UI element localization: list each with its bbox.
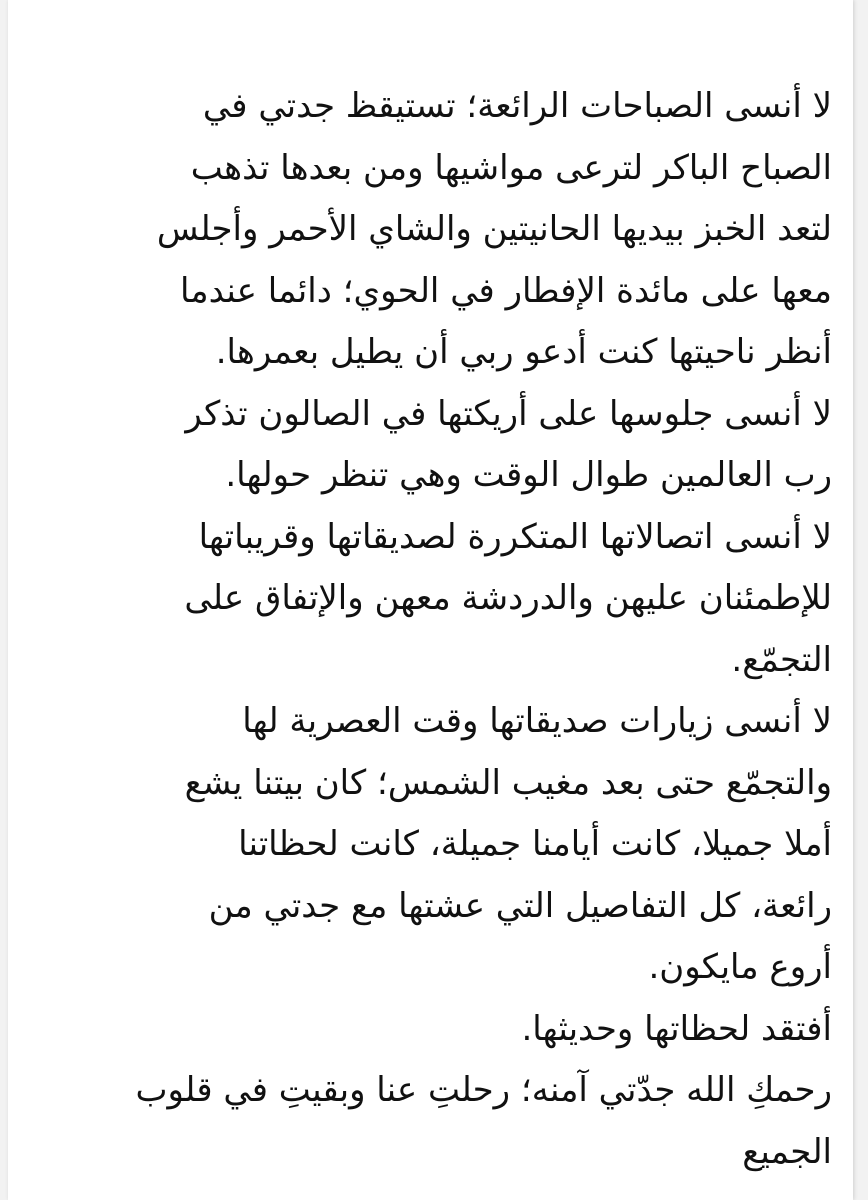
text-line: معها على مائدة الإفطار في الحوي؛ دائما عندما xyxy=(180,270,832,311)
text-line: للإطمئنان عليهن والدردشة معهن والإتفاق على xyxy=(184,578,832,618)
text-line: لا أنسى اتصالاتها المتكررة لصديقاتها وقريباتها xyxy=(198,516,832,557)
text-line: رائعة، كل التفاصيل التي عشتها مع جدتي من xyxy=(208,885,832,926)
note-text xyxy=(28,76,832,1183)
text-line: لا أنسى الصباحات الرائعة؛ تستيقظ جدتي في xyxy=(202,86,832,126)
text-line: لتعد الخبز بيديها الحانيتين والشاي الأحمر وأجلس xyxy=(156,209,832,249)
text-line: أفتقد لحظاتها وحديثها. xyxy=(521,1008,832,1049)
document-page xyxy=(8,0,853,1200)
text-line: الصباح الباكر لترعى مواشيها ومن بعدها تذهب xyxy=(190,147,832,188)
text-line: الجميع xyxy=(742,1131,832,1172)
text-line: لا أنسى جلوسها على أريكتها في الصالون تذكر xyxy=(185,393,832,434)
text-line: لا أنسى زيارات صديقاتها وقت العصرية لها xyxy=(242,701,832,741)
text-line: أنظر ناحيتها كنت أدعو ربي أن يطيل بعمرها. xyxy=(215,332,832,372)
text-line: والتجمّع حتى بعد مغيب الشمس؛ كان بيتنا يشع xyxy=(184,762,832,803)
text-line: التجمّع. xyxy=(731,639,832,680)
text-line: أملا جميلا، كانت أيامنا جميلة، كانت لحظاتنا xyxy=(238,824,832,864)
text-line: رحمكِ الله جدّتي آمنه؛ رحلتِ عنا وبقيتِ في قلوب xyxy=(135,1070,832,1110)
text-line: رب العالمين طوال الوقت وهي تنظر حولها. xyxy=(225,455,832,495)
text-line: أروع مايكون. xyxy=(648,947,832,987)
